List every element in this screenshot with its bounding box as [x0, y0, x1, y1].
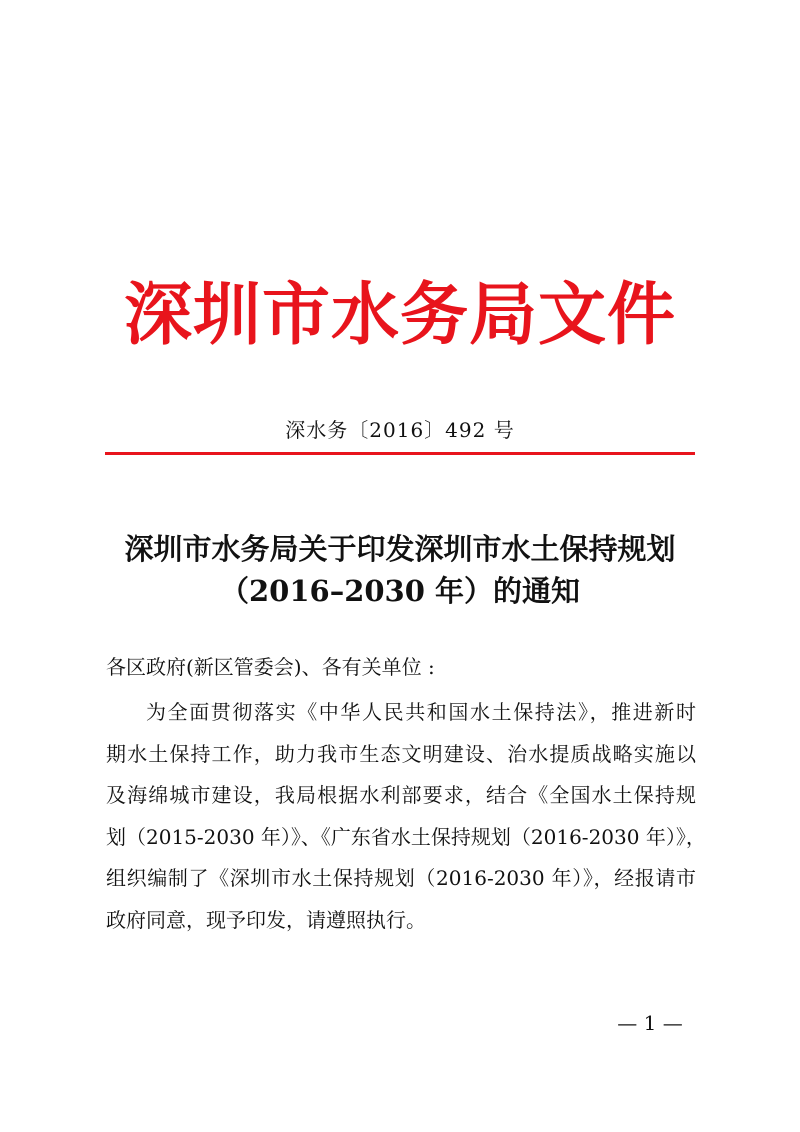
body-paragraph — [106, 692, 706, 941]
body-line-3: 及海绵城市建设，我局根据水利部要求，结合《全国水土保持规 — [106, 783, 696, 807]
document-number: 深水务〔2016〕492 号 — [285, 418, 515, 442]
red-divider-rule — [105, 452, 695, 455]
body-line-2: 期水土保持工作，助力我市生态文明建设、治水提质战略实施以 — [106, 741, 696, 766]
notice-title — [80, 528, 720, 612]
body-line-6: 政府同意，现予印发，请遵照执行。 — [106, 907, 426, 932]
page-number: — 1 — — [617, 1011, 683, 1035]
body-line-4: 划（2015-2030 年）》、《广东省水土保持规划（2016-2030 年）》， — [106, 824, 706, 849]
notice-title-line-1: 深圳市水务局关于印发深圳市水土保持规划 — [124, 532, 676, 566]
body-line-5: 组织编制了《深圳市水土保持规划（2016-2030 年）》，经报请市 — [106, 866, 696, 890]
addressee-line: 各区政府(新区管委会)、各有关单位 : — [106, 655, 435, 679]
body-line-1: 为全面贯彻落实《中华人民共和国水土保持法》，推进新时 — [146, 700, 696, 724]
document-header-title: 深圳市水务局文件 — [123, 275, 676, 355]
notice-title-line-2: （2016–2030 年）的通知 — [219, 574, 581, 608]
